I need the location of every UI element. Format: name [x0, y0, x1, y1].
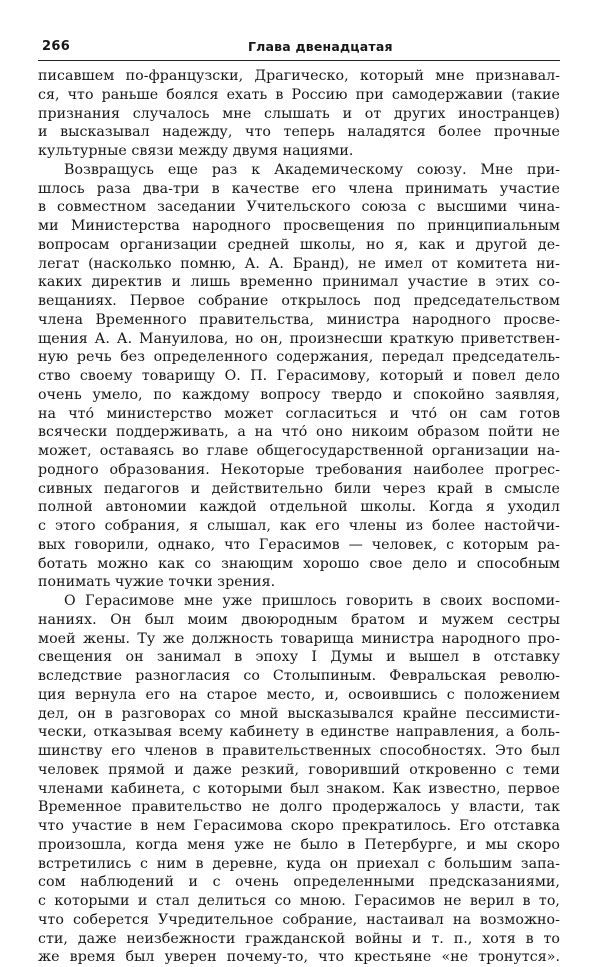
text-line: полной автономии каждой отдельной школы. Когда я уходил — [38, 499, 560, 516]
text-line: Временное правительство не долго продержалось у власти, так — [38, 799, 560, 816]
body-text — [38, 67, 560, 967]
text-line: моей жены. Ту же должность товарища министра народного про- — [38, 630, 560, 647]
text-line: очень умело, по каждому вопросу твердо и спокойно заявляя, — [38, 386, 560, 403]
text-line: ми Министерства народного просвещения по принципиальным — [38, 218, 560, 234]
text-line: что соберется Учредительное собрание, настаивал на возможно- — [38, 911, 560, 928]
text-line: сом наблюдений и с очень определенными предсказаниями, — [38, 874, 560, 891]
text-line: вещаниях. Первое собрание открылось под председательством — [38, 293, 560, 309]
text-line: шлось раза два-три в качестве его члена принимать участие — [38, 180, 560, 197]
text-line: дел, он в разговорах со мной высказывался крайне пессимисти- — [38, 705, 560, 722]
text-line: наниях. Он был моим двоюродным братом и мужем сестры — [38, 611, 560, 628]
text-line: ство своему товарищу О. П. Герасимову, который и повел дело — [38, 368, 560, 384]
running-header — [38, 36, 560, 61]
text-line: сивных педагогов и действительно били через край в смысле — [38, 480, 560, 497]
text-line: вследствие разногласия со Столыпиным. Февральская револю- — [38, 668, 560, 684]
text-line: с которыми и стал делиться со мною. Герасимов не верил в то, — [38, 893, 560, 909]
text-line: в совместном заседании Учительского союза с высшими чина- — [38, 199, 560, 216]
text-line: сти, даже неизбежности гражданской войны и т. п., хотя в то — [38, 930, 560, 947]
text-line: с этого собрания, я слышал, как его члены из более настойчи- — [38, 518, 560, 534]
text-line: произошла, когда меня уже не было в Петербурге, и мы скоро — [38, 836, 560, 853]
text-line: вых говорили, однако, что Герасимов — человек, с которым ра- — [38, 536, 560, 553]
text-line: чески, отказывая всему кабинету в единстве направления, а боль- — [38, 724, 560, 741]
text-line: членами кабинета, с которыми был знаком. Как известно, первое — [38, 780, 560, 797]
text-line: ция вернула его на старое место, и, освоившись с положением — [38, 686, 560, 703]
text-line: О Герасимове мне уже пришлось говорить в своих воспоми- — [64, 593, 560, 609]
text-line: Возвращусь еще раз к Академическому союзу. Мне при- — [64, 161, 560, 178]
text-line: признания случалось мне слышать и от других иностранцев) — [38, 105, 560, 122]
text-line: человек прямой и даже резкий, говоривший откровенно с теми — [38, 761, 560, 778]
text-line: члена Временного правительства, министра народного просве- — [38, 311, 560, 328]
text-line: на что́ министерство может согласиться и что́ он сам готов — [38, 405, 560, 422]
text-line: вопросам организации средней школы, но я, как и другой де- — [38, 236, 560, 253]
text-line: легат (насколько помню, А. А. Бранд), не имел от комитета ни- — [38, 255, 560, 272]
text-line: понимать чужие точки зрения. — [38, 574, 276, 591]
text-line: всячески поддерживать, а на что́ оно никоим образом пойти не — [38, 424, 560, 441]
text-line: свещения он занимал в эпоху I Думы и вышел в отставку — [38, 649, 560, 666]
text-line: и высказывал надежду, что теперь наладятся более прочные — [38, 124, 560, 141]
text-line: каких директив и лишь временно принимал участие в этих со- — [38, 274, 560, 291]
text-line: культурные связи между двумя нациями. — [38, 143, 354, 159]
text-line: ботать можно как со знающим хорошо свое дело и способным — [38, 555, 560, 572]
text-line: писавшем по-французски, Драгическо, который мне признавал- — [38, 68, 560, 84]
chapter-title: Глава двенадцатая — [248, 39, 393, 54]
book-page — [38, 36, 560, 967]
text-line: же время был уверен почему-то, что крестьяне «не тронутся». — [38, 949, 560, 966]
text-line: ную речь без определенного содержания, передал председатель- — [38, 349, 560, 366]
text-line: родного образования. Некоторые требования наиболее прогрес- — [38, 461, 560, 478]
text-line: щения А. А. Мануилова, но он, произнесши краткую приветствен- — [38, 330, 560, 347]
text-line: что участие в нем Герасимова скоро прекратилось. Его отставка — [38, 818, 560, 834]
text-line: шинству его членов в правительственных способностях. Это был — [38, 743, 560, 759]
text-line: ся, что раньше боялся ехать в Россию при самодержавии (такие — [38, 86, 560, 103]
text-line: может, оставаясь во главе общегосударственной организации на- — [38, 443, 560, 459]
page-number: 266 — [42, 39, 71, 54]
text-line: встретились с ним в деревне, куда он приехал с большим запа- — [38, 855, 560, 872]
